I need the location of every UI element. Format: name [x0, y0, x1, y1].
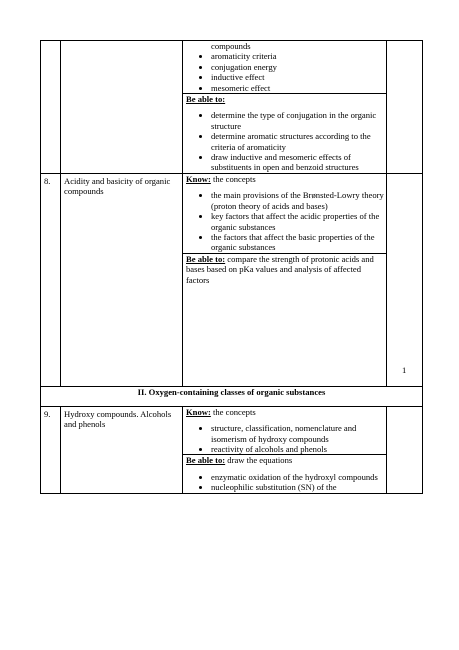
block-header — [183, 254, 386, 285]
table-row — [41, 41, 423, 174]
list-item: • conjugation energy — [211, 62, 386, 72]
hours-cell — [387, 406, 423, 493]
list-item: • the factors that affect the basic properties of the organic substances — [211, 232, 386, 253]
block-header-text: the concepts — [210, 173, 256, 184]
block-header-label: Be able to: — [186, 94, 226, 105]
block-header-text: compare the strength of protonic acids and bases based on pKa values and analysis of affected factors — [186, 253, 374, 285]
content-cell — [183, 41, 387, 174]
list-item: • key factors that affect the acidic properties of the organic substances — [211, 211, 386, 232]
block-header-text: draw the equations — [225, 455, 293, 466]
block-header — [183, 407, 386, 417]
content-block — [183, 174, 386, 254]
content-block — [183, 94, 386, 173]
list-item: • the main provisions of the Brønsted-Lowry theory (proton theory of acids and bases) — [211, 190, 386, 211]
section-row — [41, 386, 423, 406]
syllabus-table — [40, 40, 423, 494]
list-item: • determine aromatic structures according to the criteria of aromaticity — [211, 131, 386, 152]
list-item: • reactivity of alcohols and phenols — [211, 444, 386, 454]
content-block — [183, 254, 386, 386]
block-header — [183, 174, 386, 184]
hours-cell — [387, 173, 423, 386]
topic-number: 8. — [41, 173, 61, 386]
list-item: • structure, classification, nomenclature and isomerism of hydroxy compounds — [211, 423, 386, 444]
block-header-text: the concepts — [210, 406, 256, 417]
content-block — [183, 407, 386, 456]
topic-title: Acidity and basicity of organic compounds — [61, 173, 183, 386]
list-item: • aromaticity criteria — [211, 51, 386, 61]
block-header-label: Be able to: — [186, 253, 226, 264]
content-block — [183, 455, 386, 492]
table-row — [41, 173, 423, 386]
topic-title — [61, 41, 183, 174]
topic-title: Hydroxy compounds. Alcohols and phenols — [61, 406, 183, 493]
list-item: compounds — [211, 41, 251, 51]
block-header-label: Be able to: — [186, 455, 226, 466]
hours-value: 1 — [402, 365, 407, 376]
list-item: • draw inductive and mesomeric effects of substituents in open and benzoid structures — [211, 152, 386, 173]
hours-cell — [387, 41, 423, 174]
block-header-label: Know: — [186, 173, 211, 184]
topic-number — [41, 41, 61, 174]
content-cell — [183, 173, 387, 386]
block-header — [183, 94, 386, 104]
list-item: • enzymatic oxidation of the hydroxyl compounds — [211, 472, 386, 482]
block-header — [183, 455, 386, 465]
content-cell — [183, 406, 387, 493]
table-row — [41, 406, 423, 493]
list-item: • nucleophilic substitution (SN) of the — [211, 482, 386, 492]
list-item: • inductive effect — [211, 72, 386, 82]
list-item: • determine the type of conjugation in the organic structure — [211, 110, 386, 131]
block-header-label: Know: — [186, 406, 211, 417]
section-title: II. Oxygen-containing classes of organic substances — [41, 386, 423, 406]
content-block — [183, 41, 386, 94]
topic-number: 9. — [41, 406, 61, 493]
list-item: • mesomeric effect — [211, 83, 386, 93]
